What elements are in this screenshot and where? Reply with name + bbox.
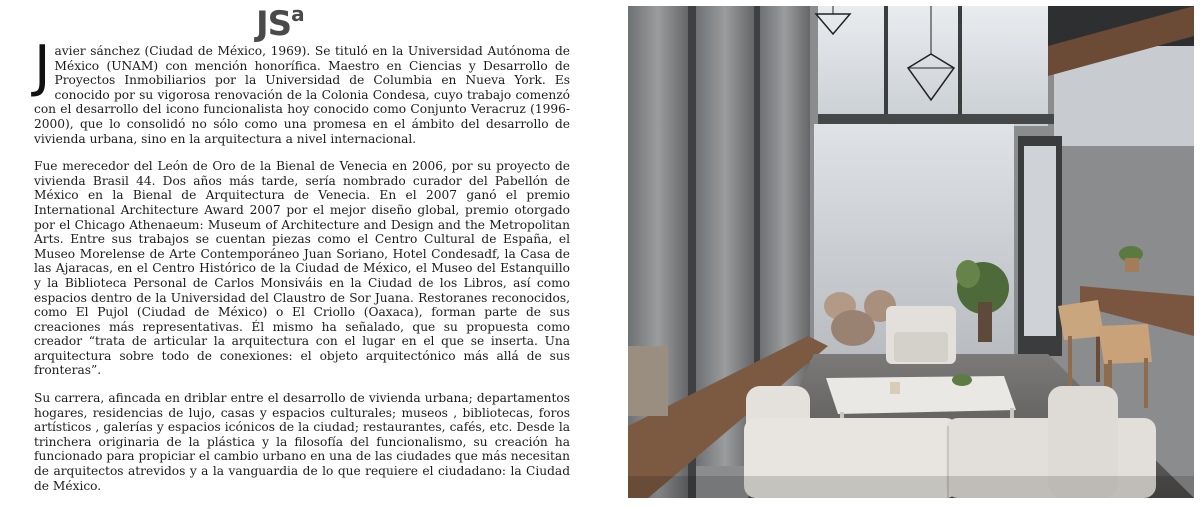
drop-cap: J [34,34,51,99]
brand-logo: $JS^a$ [256,2,304,44]
bio-paragraph-2: Fue merecedor del León de Oro de la Bienal de Venecia en 2006, por su proyecto de vivienda Brasil 44. Dos años más tarde, sería nombrado curador del Pabellón de México en la Bienal de Arquitectura de Venecia. En el 2007 ganó el premio International Architecture Award 2007 por el mejor diseño global, premio otorgado por el Chicago Athenaeum: Museum of Architecture and Design and the Metropolitan Arts. Entre sus trabajos se cuentan piezas como el Centro Cultural de España, el Museo Morelense de Arte Contemporáneo Juan Soriano, Hotel Condesadf, la Casa de las Ajaracas, en el Centro Histórico de la Ciudad de México, el Museo del Estanquillo y la Biblioteca Personal de Carlos Monsiváis en la Ciudad de los Libros, así como espacios dentro de la Universidad del Claustro de Sor Juana. Restoranes reconocidos, como El Pujol (Ciudad de México) o El Criollo (Oaxaca), forman parte de sus creaciones más representativas. Él mismo ha señalado, que su propuesta como creador “trata de articular la arquitectura con el lugar en el que se inserta. Una arquitectura sobre todo de conexiones: el objeto arquitectónico más allá de sus fronteras”. [34,159,570,378]
bio-paragraph-1: Javier sánchez (Ciudad de México, 1969). Se tituló en la Universidad Autónoma de México (UNAM) con mención honorífica. Maestro en Ciencias y Desarrollo de Proyectos Inmobiliarios por la Universidad de Columbia en Nueva York. Es conocido por su vigorosa renovación de la Colonia Condesa, cuyo trabajo comenzó con el desarrollo del icono funcionalista hoy conocido como Conjunto Veracruz (1996-2000), que lo consolidó no sólo como una promesa en el ámbito del desarrollo de vivienda urbana, sino en la arquitectura a nivel internacional. [34,34,570,146]
biography-text [34,34,570,493]
interior-photo [628,6,1194,498]
bio-paragraph-3: Su carrera, afincada en driblar entre el desarrollo de vivienda urbana; departamentos hogares, residencias de lujo, casas y espacios culturales; museos , bibliotecas, foros artísticos , galerías y espacios icónicos de la ciudad; restaurantes, cafés, etc. Desde la trinchera originaria de la plástica y la filosofía del funcionalismo, su creación ha funcionado para propiciar el cambio urbano en una de las ciudades que más necesitan de arquitectos atrevidos y a la vanguardia de lo que requiere el ciudadano: la Ciudad de México. [34,391,570,493]
interior-photo-illustration [628,6,1194,498]
